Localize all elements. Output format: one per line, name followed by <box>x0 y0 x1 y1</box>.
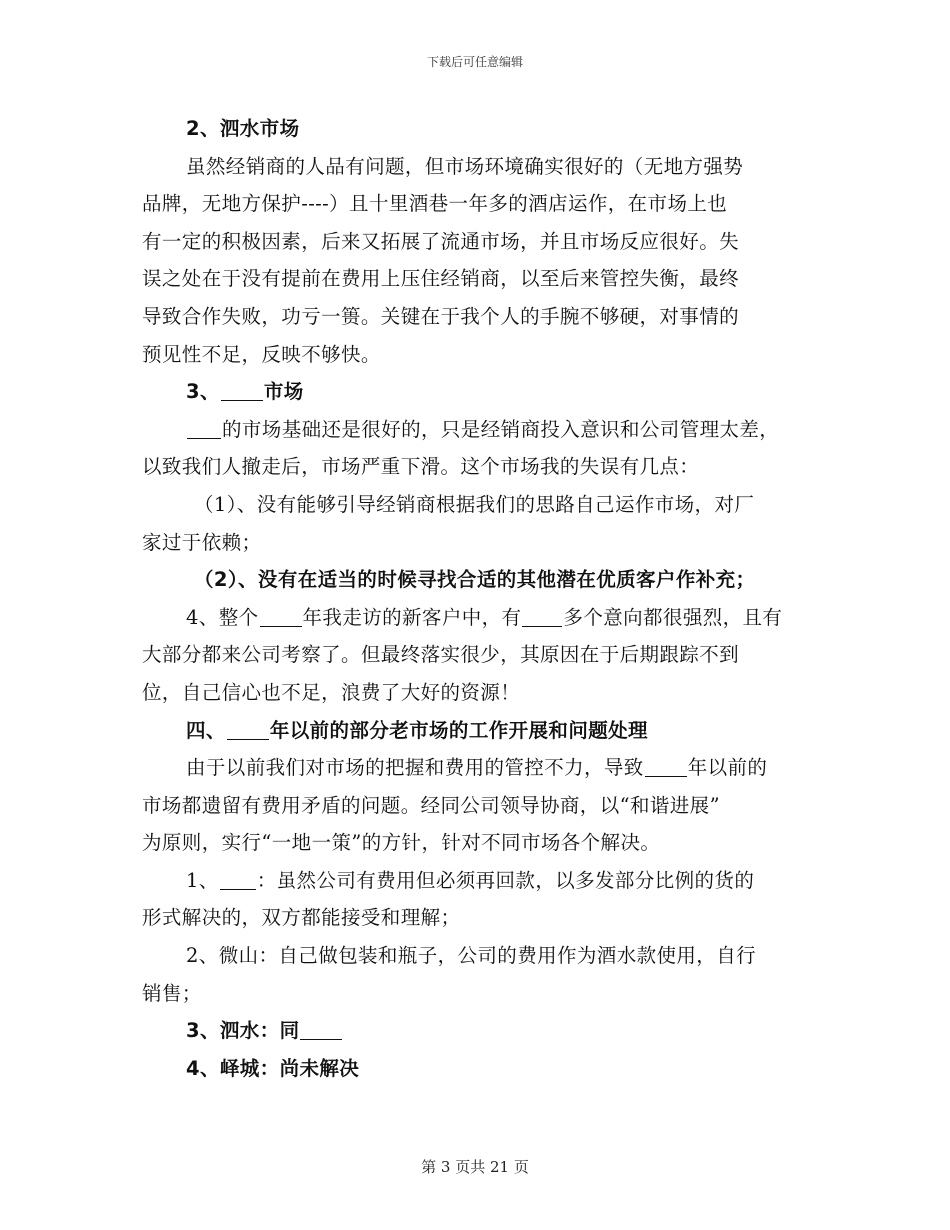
paragraph-line: 虽然经销商的人品有问题，但市场环境确实很好的（无地方强势 <box>186 154 744 178</box>
fill-in-blank <box>522 606 562 627</box>
fill-in-blank <box>220 869 256 890</box>
paragraph-line <box>142 411 802 449</box>
list-item <box>142 1012 802 1050</box>
heading-number: 3、 <box>186 380 220 404</box>
paragraph-line: 位，自己信心也不足，浪费了大好的资源！ <box>142 680 521 704</box>
paragraph-line: 形式解决的，双方都能接受和理解； <box>142 906 461 930</box>
line-text: 的市场基础还是很好的，只是经销商投入意识和公司管理太差， <box>222 417 780 441</box>
section-heading <box>142 373 802 411</box>
line-text: 由于以前我们对市场的把握和费用的管控不力，导致 <box>186 756 644 780</box>
document-body <box>142 110 802 1087</box>
list-item: （1）、没有能够引导经销商根据我们的思路自己运作市场，对厂 <box>194 492 755 516</box>
paragraph-line: 品牌，无地方保护----）且十里酒巷一年多的酒店运作，在市场上也 <box>142 192 728 216</box>
item-number: 1、 <box>186 868 219 892</box>
heading-text: 市场 <box>263 380 304 404</box>
fill-in-blank <box>227 719 269 740</box>
item-text: 3、泗水：同 <box>186 1019 300 1043</box>
paragraph-line: 市场都遗留有费用矛盾的问题。经同公司领导协商，以“和谐进展” <box>142 793 720 817</box>
line-text: 年以前的 <box>687 756 768 780</box>
list-item <box>142 862 802 900</box>
paragraph-line: 大部分都来公司考察了。但最终落实很少，其原因在于后期跟踪不到 <box>142 643 740 667</box>
heading-text: 年以前的部分老市场的工作开展和问题处理 <box>269 718 648 742</box>
paragraph-line <box>142 599 802 637</box>
paragraph-line: 有一定的积极因素，后来又拓展了流通市场，并且市场反应很好。失 <box>142 229 740 253</box>
line-text: 年我走访的新客户中，有 <box>302 605 522 629</box>
paragraph-line: 误之处在于没有提前在费用上压住经销商，以至后来管控失衡，最终 <box>142 267 740 291</box>
list-item: （2）、没有在适当的时候寻找合适的其他潜在优质客户作补充； <box>194 568 756 592</box>
section-heading <box>142 712 802 750</box>
section-heading: 2、泗水市场 <box>186 117 300 140</box>
line-text: ：虽然公司有费用但必须再回款，以多发部分比例的货的 <box>256 868 755 892</box>
paragraph-line: 销售； <box>142 981 202 1005</box>
line-text: 4、整个 <box>186 605 259 629</box>
fill-in-blank <box>260 606 302 627</box>
paragraph-line: 以致我们人撤走后，市场严重下滑。这个市场我的失误有几点： <box>142 455 700 479</box>
heading-number: 四、 <box>186 718 226 742</box>
list-item: 2、微山：自己做包装和瓶子，公司的费用作为酒水款使用，自行 <box>186 944 757 968</box>
list-item: 4、峄城：尚未解决 <box>186 1056 360 1080</box>
fill-in-blank <box>300 1019 342 1040</box>
fill-in-blank <box>221 380 263 401</box>
paragraph-line: 为原则，实行“一地一策”的方针，针对不同市场各个解决。 <box>142 831 661 855</box>
paragraph-line: 预见性不足，反映不够快。 <box>142 342 381 366</box>
fill-in-blank <box>645 756 687 777</box>
line-text: 多个意向都很强烈，且有 <box>563 605 783 629</box>
page-header: 下载后可任意编辑 <box>426 55 523 69</box>
fill-in-blank <box>187 418 221 439</box>
paragraph-line <box>142 749 802 787</box>
paragraph-line: 导致合作失败，功亏一篑。关键在于我个人的手腕不够硬，对事情的 <box>142 304 740 328</box>
paragraph-line: 家过于依赖； <box>142 530 262 554</box>
page-number: 第 3 页共 21 页 <box>421 1158 529 1176</box>
